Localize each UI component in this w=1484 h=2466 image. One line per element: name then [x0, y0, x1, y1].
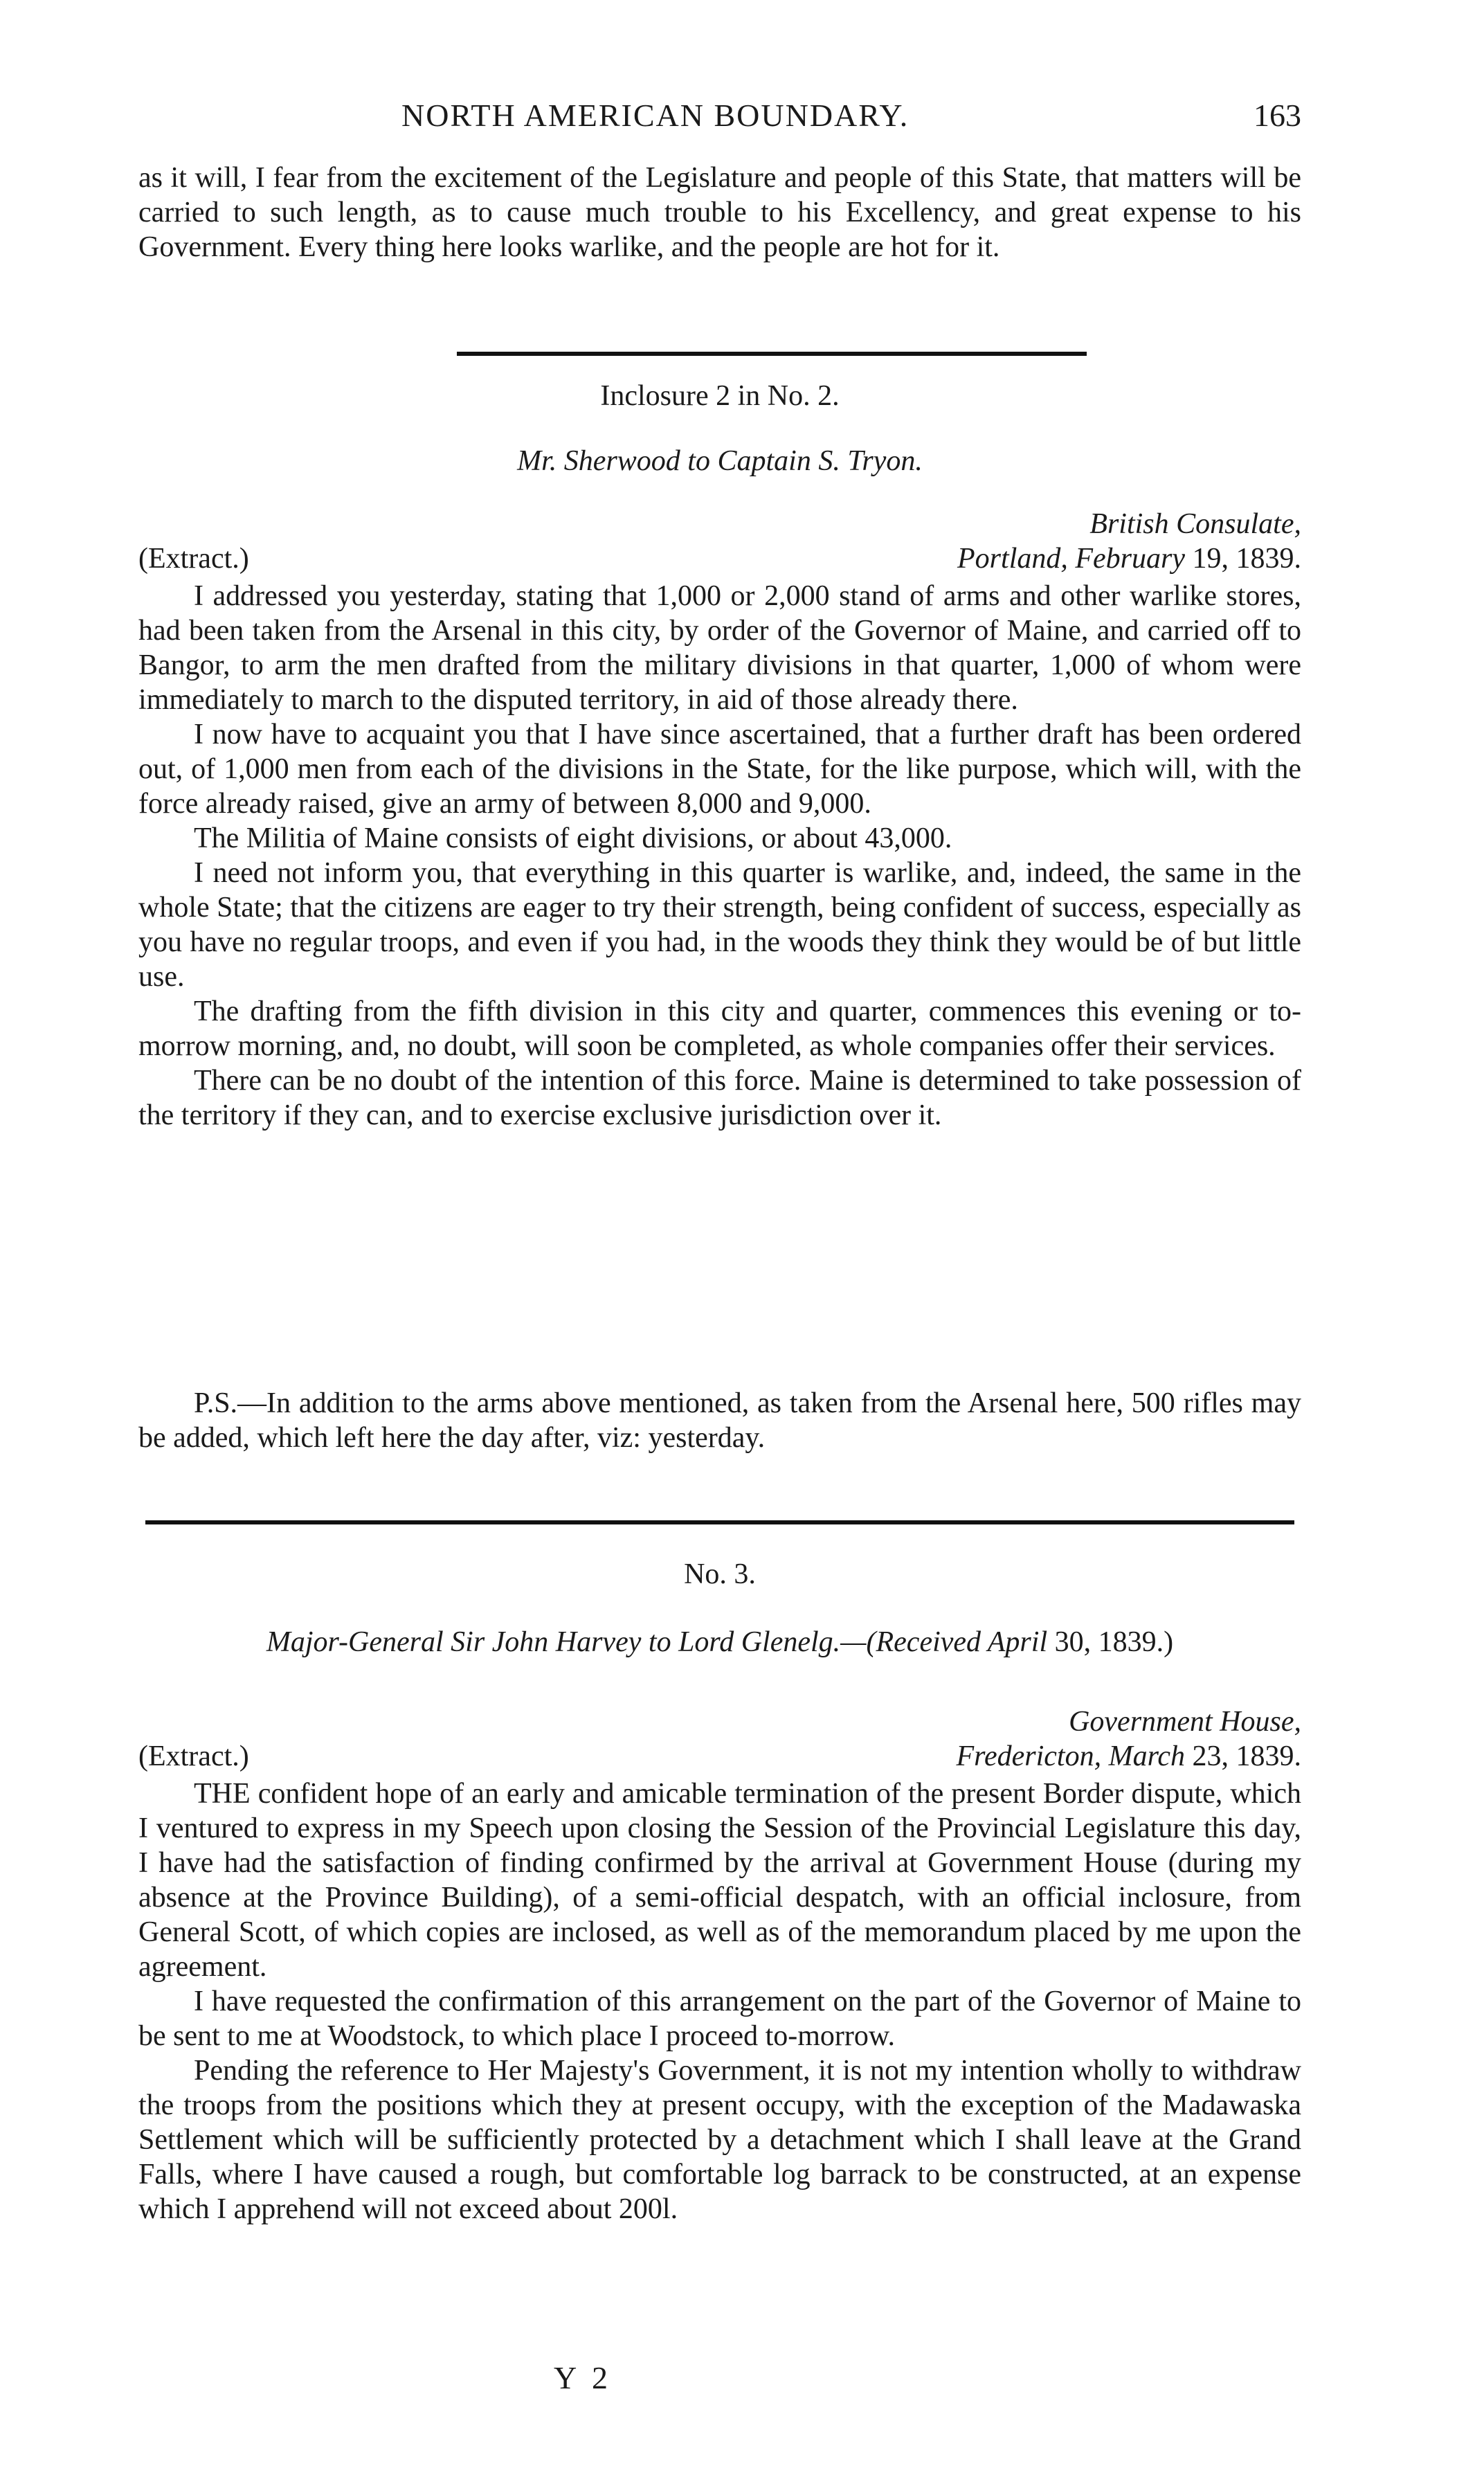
dateline-date: 23, 1839.	[1192, 1740, 1301, 1772]
inclosure-title: Mr. Sherwood to Captain S. Tryon.	[517, 445, 923, 477]
page-header	[138, 97, 1301, 145]
inclosure-paragraph: I need not inform you, that everything in this quarter is warlike, and, indeed, the same in the whole State; that the citizens are eager to try their strength, being confident of success, especially as you have no regular troops, and even if you had, in the woods they think they would be of but little use.	[138, 857, 1301, 993]
no3-title-date: 30, 1839.)	[1054, 1626, 1174, 1658]
page-number: 163	[1254, 98, 1301, 133]
no3-body	[138, 1776, 1301, 2226]
no3-title-text: Major-General Sir John Harvey to Lord Glenelg.—(Received April	[266, 1626, 1055, 1658]
inclosure-paragraph: There can be no doubt of the intention of this force. Maine is determined to take possession of the territory if they can, and to exercise exclusive jurisdiction over it.	[138, 1065, 1301, 1131]
inclosure-paragraph: The drafting from the fifth division in this city and quarter, commences this evening or to-morrow morning, and, no doubt, will soon be completed, as whole companies offer their services.	[138, 996, 1301, 1062]
dateline-place: Government House,	[1069, 1706, 1301, 1738]
postscript-text: P.S.—In addition to the arms above mentioned, as taken from the Arsenal here, 500 rifles may be added, which left here the day after, viz: yesterday.	[138, 1387, 1301, 1454]
no3-paragraph: Pending the reference to Her Majesty's Government, it is not my intention wholly to withdraw the troops from the positions which they at present occupy, with the exception of the Madawaska Settlement which will be sufficiently protected by a detachment which I shall leave at the Grand Falls, where I have caused a rough, but comfortable log barrack to be constructed, at an expense which I apprehend will not exceed about 200l.	[138, 2055, 1301, 2225]
section-rule	[457, 352, 1087, 356]
inclosure-paragraph: I addressed you yesterday, stating that 1,000 or 2,000 stand of arms and other warlike stores, had been taken from the Arsenal in this city, by order of the Governor of Maine, and carried off to Bangor, to arm the men drafted from the military divisions in that quarter, 1,000 of whom were immediately to march to the disputed territory, in aid of those already there.	[138, 580, 1301, 716]
no3-paragraph: I have requested the confirmation of this arrangement on the part of the Governor of Maine to be sent to me at Woodstock, to which place I proceed to-morrow.	[138, 1986, 1301, 2052]
dateline-city: Portland, February	[957, 543, 1193, 575]
section-rule-long	[145, 1520, 1294, 1524]
inclosure-body	[138, 579, 1301, 1133]
postscript	[138, 1386, 1301, 1455]
no3-paragraph: THE confident hope of an early and amicable termination of the present Border dispute, which I ventured to express in my Speech upon closing the Session of the Provincial Legislature this day, I have had the satisfaction of finding confirmed by the arrival at Government House (during my absence at the Province Building), of a semi-official despatch, with an official inclosure, from General Scott, of which copies are inclosed, as well as of the memorandum placed by me upon the agreement.	[138, 1778, 1301, 1983]
inclosure-dateline	[138, 507, 1301, 576]
dateline-place: British Consulate,	[1089, 508, 1301, 540]
inclosure-paragraph: I now have to acquaint you that I have since ascertained, that a further draft has been ordered out, of 1,000 men from each of the divisions in the State, for the like purpose, which will, with the force already raised, give an army of between 8,000 and 9,000.	[138, 719, 1301, 820]
signature-mark: Y 2	[554, 2360, 613, 2395]
extract-label: (Extract.)	[138, 1740, 249, 1772]
inclosure-heading: Inclosure 2 in No. 2.	[600, 380, 840, 412]
dateline-date: 19, 1839.	[1192, 543, 1301, 575]
no3-heading: No. 3.	[684, 1558, 756, 1590]
no3-title	[138, 1626, 1301, 1659]
no3-dateline	[138, 1704, 1301, 1774]
inclosure-paragraph: The Militia of Maine consists of eight divisions, or about 43,000.	[194, 822, 952, 854]
running-title: NORTH AMERICAN BOUNDARY.	[401, 98, 910, 133]
continuation-text: as it will, I fear from the excitement of the Legislature and people of this State, that matters will be carried to such length, as to cause much trouble to his Excellency, and great expense to his Government. Every thing here looks warlike, and the people are hot for it.	[138, 162, 1301, 263]
dateline-city: Fredericton, March	[956, 1740, 1193, 1772]
extract-label: (Extract.)	[138, 543, 249, 575]
continuation-paragraph	[138, 161, 1301, 264]
